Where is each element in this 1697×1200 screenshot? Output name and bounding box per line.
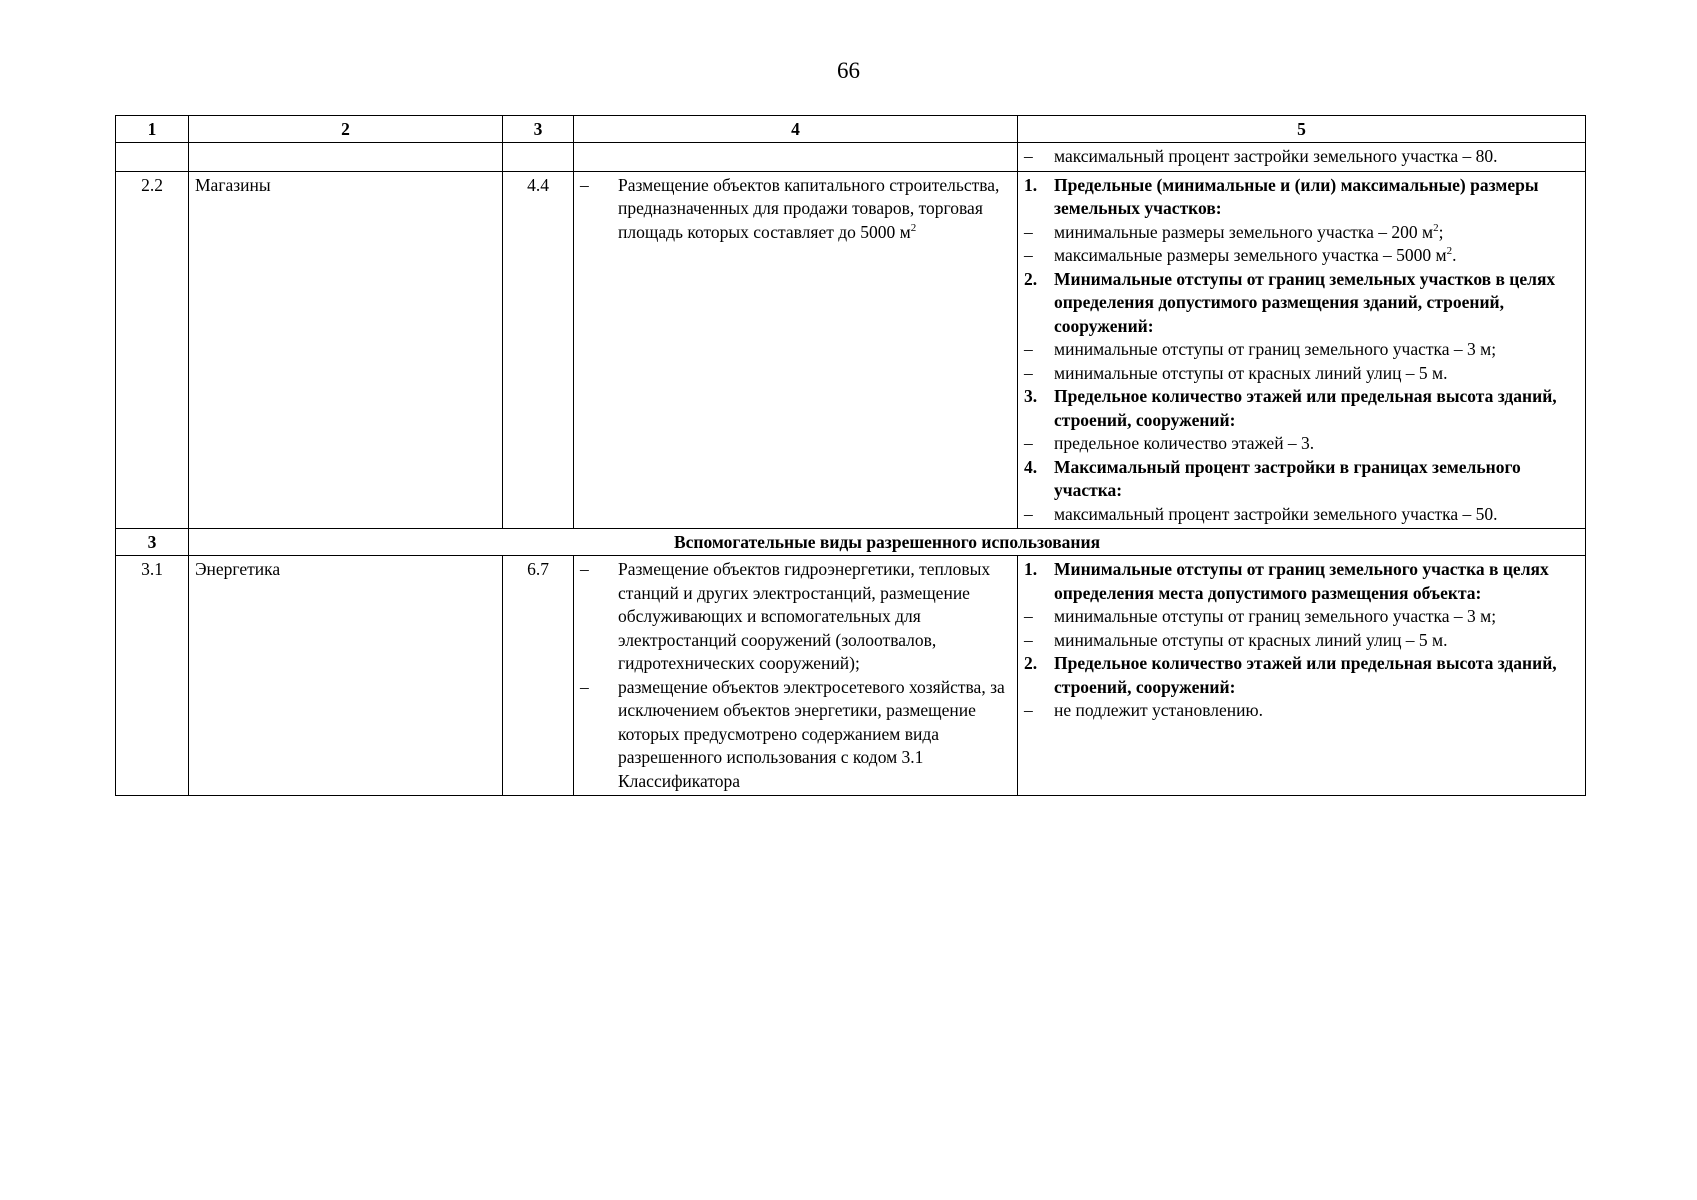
header-col-5: 5: [1018, 116, 1586, 143]
header-col-3: 3: [503, 116, 574, 143]
parameter-item: – максимальный процент застройки земельного участка – 50.: [1024, 503, 1498, 524]
list-item-text: максимальный процент застройки земельного участка – 80.: [1054, 146, 1498, 166]
continuation-row: [116, 143, 1586, 172]
row-number: 2.2: [116, 171, 189, 529]
use-parameters: [1018, 171, 1586, 529]
header-col-4: 4: [574, 116, 1018, 143]
description-item: – Размещение объектов капитального строительства, предназначенных для продажи товаров, торговая площадь которых составляет до 5000 $м^2$: [580, 174, 1000, 242]
parameter-heading: 1. Предельные (минимальные и (или) максимальные) размеры земельных участков:: [1024, 174, 1539, 218]
parameter-item: – минимальные отступы от красных линий улиц – 5 м.: [1024, 362, 1448, 383]
row-number: 3.1: [116, 556, 189, 796]
use-name: Магазины: [189, 171, 503, 529]
parameter-item: – минимальные отступы от границ земельного участка – 3 м;: [1024, 339, 1497, 359]
parameter-item: – минимальные размеры земельного участка – 200 $м^2$;: [1024, 221, 1444, 242]
continuation-parameters: [1018, 143, 1586, 172]
zoning-table: [115, 115, 1586, 796]
description-item: – размещение объектов электросетевого хозяйства, за исключением объектов энергетики, размещение которых предусмотрено содержанием вида разрешенного использования с кодом 3.1 Классификатора: [580, 676, 1005, 791]
section-number: 3: [116, 529, 189, 556]
header-row: [116, 116, 1586, 143]
parameter-heading: 4. Максимальный процент застройки в границах земельного участка:: [1024, 456, 1521, 500]
use-code: 4.4: [503, 171, 574, 529]
parameter-item: – минимальные отступы от границ земельного участка – 3 м;: [1024, 606, 1497, 626]
page-number: 66: [837, 58, 860, 83]
use-parameters: [1018, 556, 1586, 796]
empty-cell: [189, 143, 503, 172]
table-row-energy: [116, 556, 1586, 796]
list-item: – максимальный процент застройки земельного участка – 80.: [1024, 145, 1579, 169]
header-col-1: 1: [116, 116, 189, 143]
use-description: [574, 171, 1018, 529]
section-row: [116, 529, 1586, 556]
empty-cell: [116, 143, 189, 172]
parameter-heading: 2. Минимальные отступы от границ земельных участков в целях определения допустимого размещения зданий, строений, сооружений:: [1024, 268, 1556, 336]
parameter-item: – минимальные отступы от красных линий улиц – 5 м.: [1024, 629, 1448, 650]
parameter-item: – не подлежит установлению.: [1024, 700, 1263, 720]
description-item: – Размещение объектов гидроэнергетики, тепловых станций и других электростанций, размещение обслуживающих и вспомогательных для электростанций сооружений (золоотвалов, гидротехнических сооружений);: [580, 559, 991, 673]
header-col-2: 2: [189, 116, 503, 143]
parameter-heading: 3. Предельное количество этажей или предельная высота зданий, строений, сооружений:: [1024, 386, 1557, 430]
parameter-heading: 1. Минимальные отступы от границ земельного участка в целях определения места допустимого размещения объекта:: [1024, 559, 1549, 603]
use-description: [574, 556, 1018, 796]
use-code: 6.7: [503, 556, 574, 796]
parameter-heading: 2. Предельное количество этажей или предельная высота зданий, строений, сооружений:: [1024, 653, 1557, 697]
empty-cell: [574, 143, 1018, 172]
parameter-item: – предельное количество этажей – 3.: [1024, 433, 1315, 453]
use-name: Энергетика: [189, 556, 503, 796]
empty-cell: [503, 143, 574, 172]
parameter-item: – максимальные размеры земельного участка – 5000 $м^2$.: [1024, 245, 1457, 265]
table-row-shops: [116, 171, 1586, 529]
section-title: Вспомогательные виды разрешенного использования: [189, 529, 1586, 556]
